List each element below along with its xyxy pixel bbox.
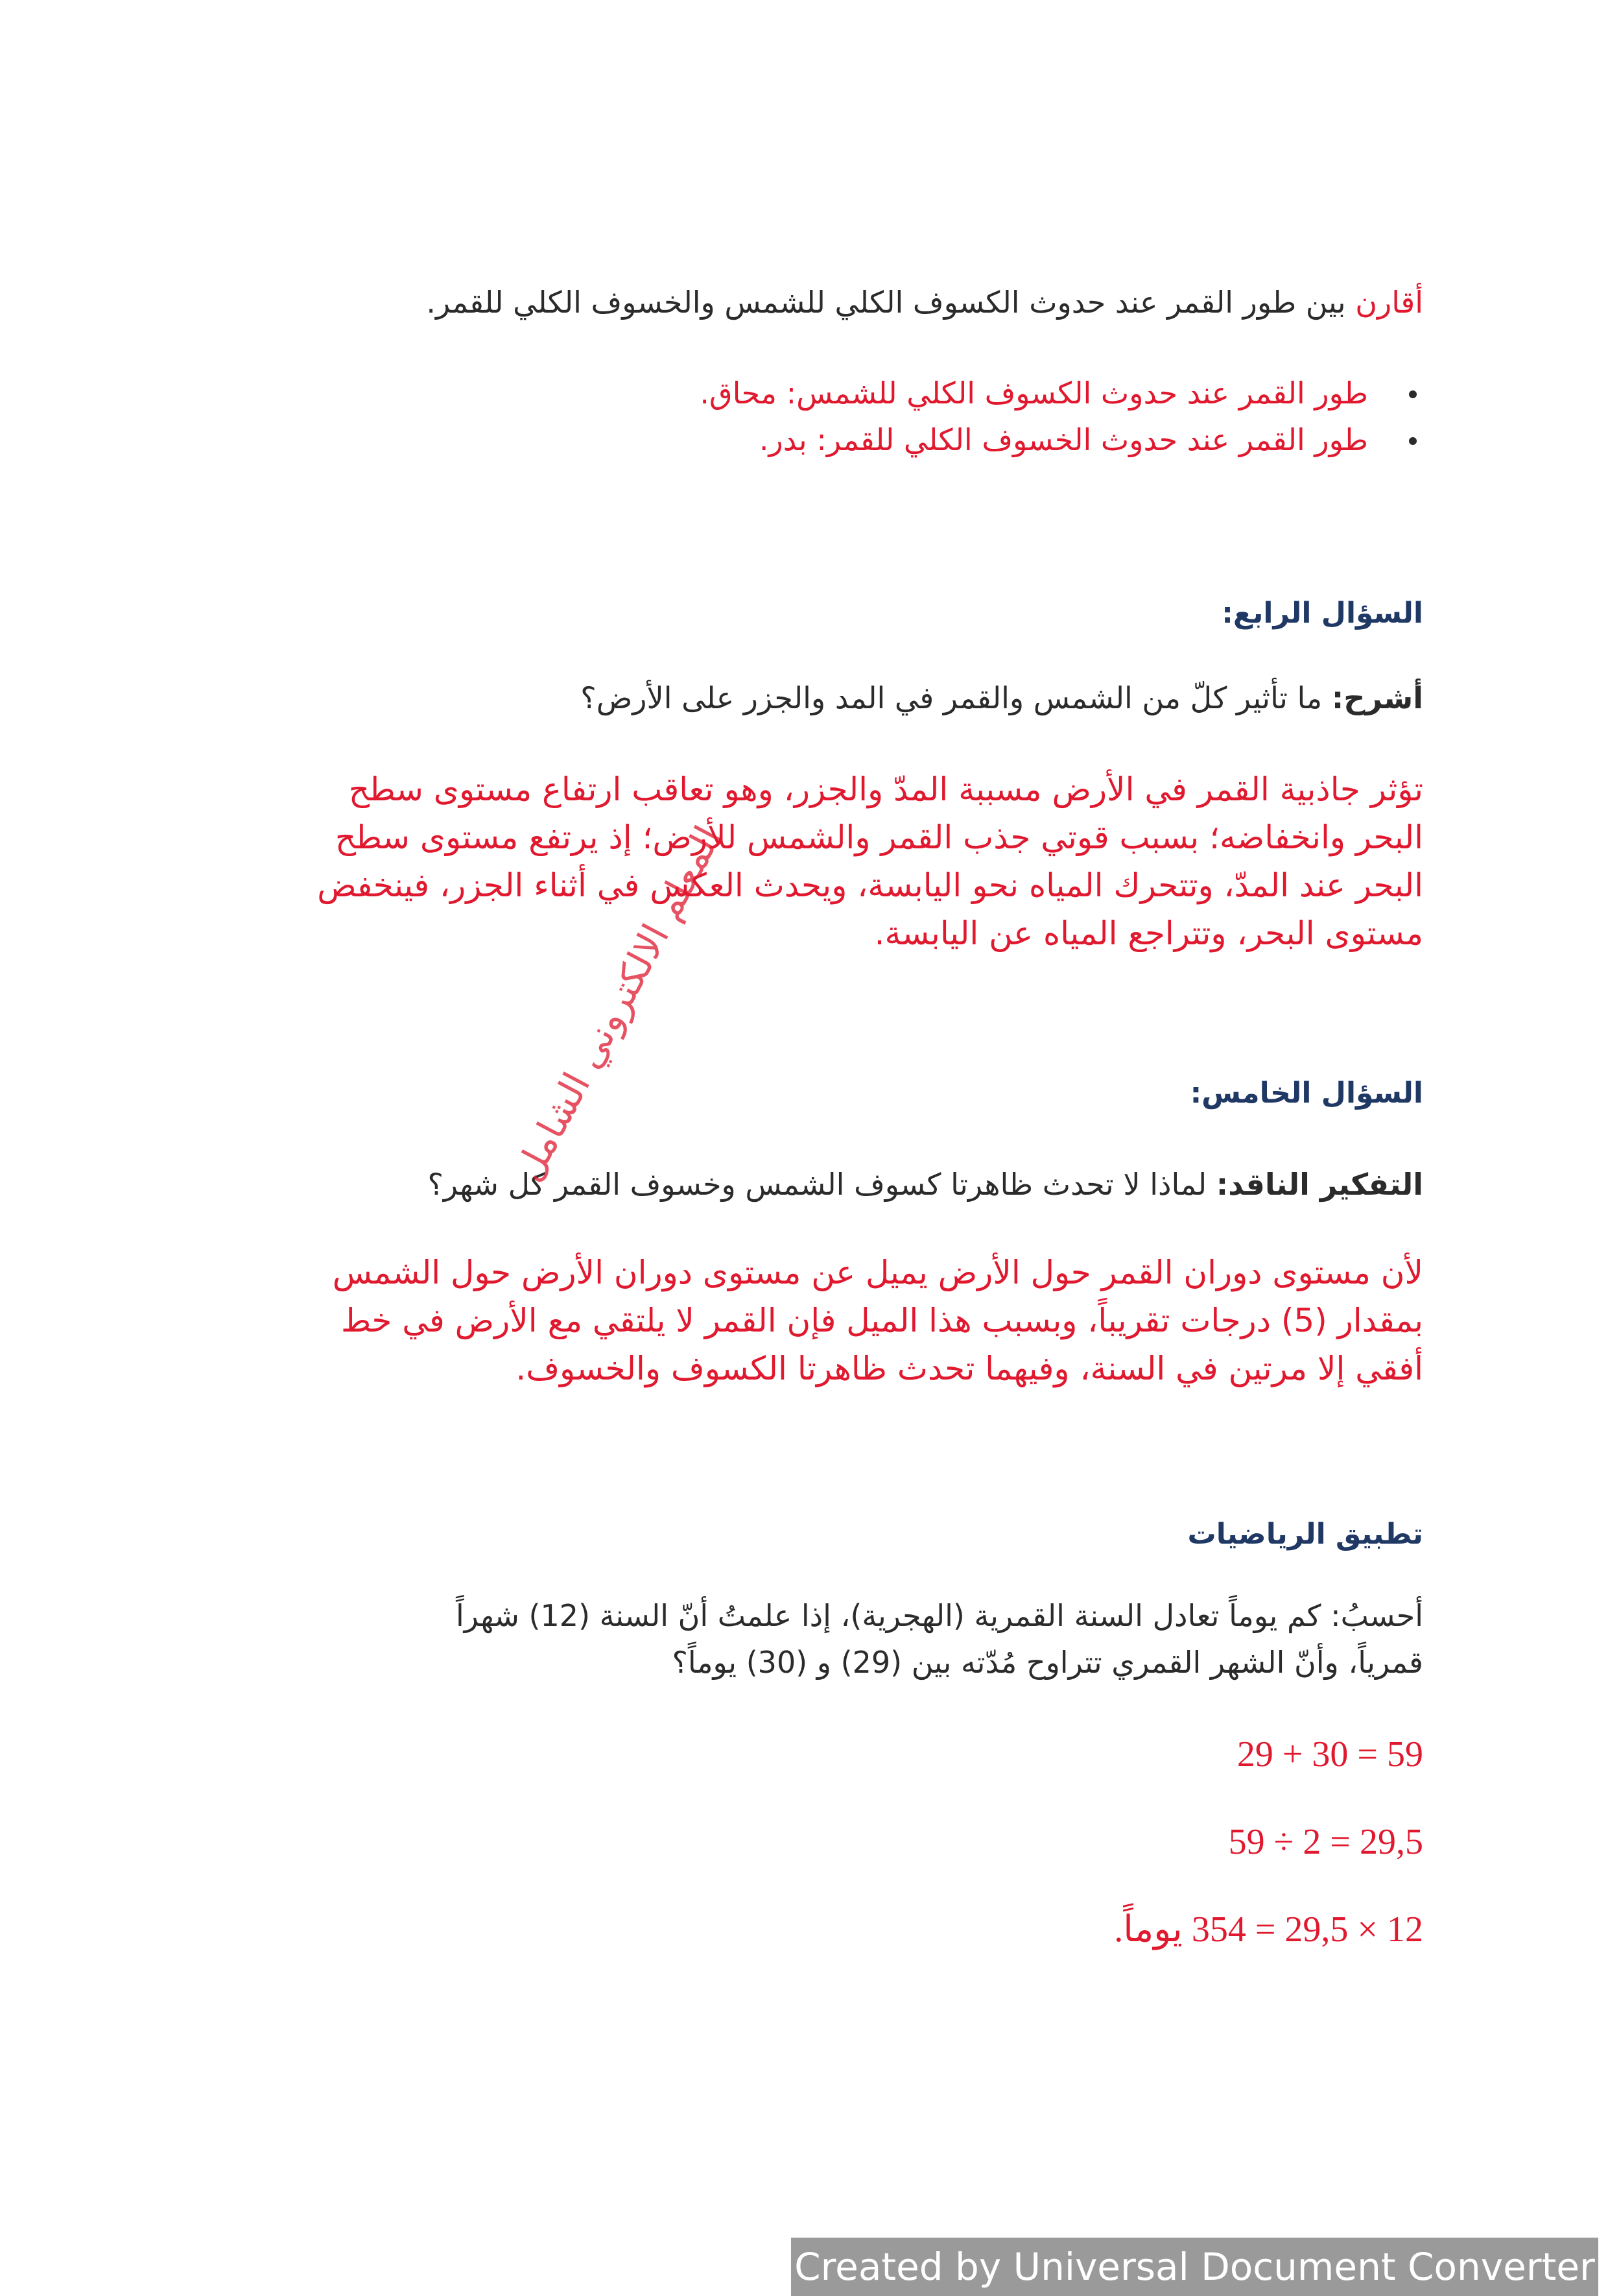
question4-label: أشرح: bbox=[1331, 680, 1423, 715]
question5-prompt bbox=[191, 1161, 1423, 1208]
math-step-3: 12 × 29,5 = 354 يوماً. bbox=[1114, 1909, 1423, 1950]
math-heading: تطبيق الرياضيات bbox=[1187, 1518, 1423, 1551]
answer-line: لأن مستوى دوران القمر حول الأرض يميل عن مستوى دوران الأرض حول الشمس bbox=[332, 1254, 1423, 1291]
bullet-icon bbox=[1409, 437, 1417, 445]
question4-heading: السؤال الرابع: bbox=[1222, 597, 1423, 630]
compare-prompt-text: بين طور القمر عند حدوث الكسوف الكلي للشمس والخسوف الكلي للقمر. bbox=[426, 285, 1356, 320]
answer-line: بمقدار (5) درجات تقريباً، وبسبب هذا الميل فإن القمر لا يلتقي مع الأرض في خط bbox=[340, 1302, 1423, 1339]
compare-prompt bbox=[191, 279, 1423, 326]
watermark-text: المعلم الالكتروني الشامل bbox=[506, 819, 730, 1188]
math-step-1: 59 = 30 + 29 bbox=[1236, 1734, 1423, 1775]
answer-line: البحر عند المدّ، وتتحرك المياه نحو اليابسة، ويحدث العكس في أثناء الجزر، فينخفض bbox=[317, 867, 1423, 904]
answer-line: تؤثر جاذبية القمر في الأرض مسببة المدّ والجزر، وهو تعاقب ارتفاع مستوى سطح bbox=[348, 771, 1423, 808]
converter-footer-banner: Created by Universal Document Converter bbox=[791, 2238, 1598, 2296]
question5-label: التفكير الناقد: bbox=[1216, 1167, 1423, 1202]
list-item: طور القمر عند حدوث الكسوف الكلي للشمس: محاق. bbox=[191, 370, 1423, 416]
math-prompt bbox=[191, 1592, 1423, 1686]
question4-prompt-text: ما تأثير كلّ من الشمس والقمر في المد والجزر على الأرض؟ bbox=[580, 680, 1332, 715]
question4-answer bbox=[191, 765, 1423, 957]
question5-answer bbox=[191, 1249, 1423, 1393]
compare-bullets bbox=[191, 370, 1423, 463]
prompt-line: أحسبُ: كم يوماً تعادل السنة القمرية (الهجرية)، إذا علمتُ أنّ السنة (12) شهراً bbox=[456, 1598, 1423, 1633]
question5-prompt-text: لماذا لا تحدث ظاهرتا كسوف الشمس وخسوف القمر كل شهر؟ bbox=[427, 1167, 1216, 1202]
list-item: طور القمر عند حدوث الخسوف الكلي للقمر: بدر. bbox=[191, 416, 1423, 463]
prompt-line: قمرياً، وأنّ الشهر القمري تتراوح مُدّته بين (29) و (30) يوماً؟ bbox=[672, 1645, 1423, 1680]
bullet-icon bbox=[1409, 390, 1417, 398]
compare-verb: أقارن bbox=[1355, 285, 1423, 320]
question4-prompt bbox=[191, 675, 1423, 721]
answer-line: مستوى البحر، وتتراجع المياه عن اليابسة. bbox=[874, 915, 1423, 952]
answer-line: أفقي إلا مرتين في السنة، وفيهما تحدث ظاهرتا الكسوف والخسوف. bbox=[515, 1350, 1423, 1387]
question5-heading: السؤال الخامس: bbox=[1190, 1077, 1423, 1110]
answer-line: البحر وانخفاضه؛ بسبب قوتي جذب القمر والشمس للأرض؛ إذ يرتفع مستوى سطح bbox=[335, 819, 1423, 856]
math-step-2: 29,5 = 2 ÷ 59 bbox=[1228, 1822, 1423, 1862]
